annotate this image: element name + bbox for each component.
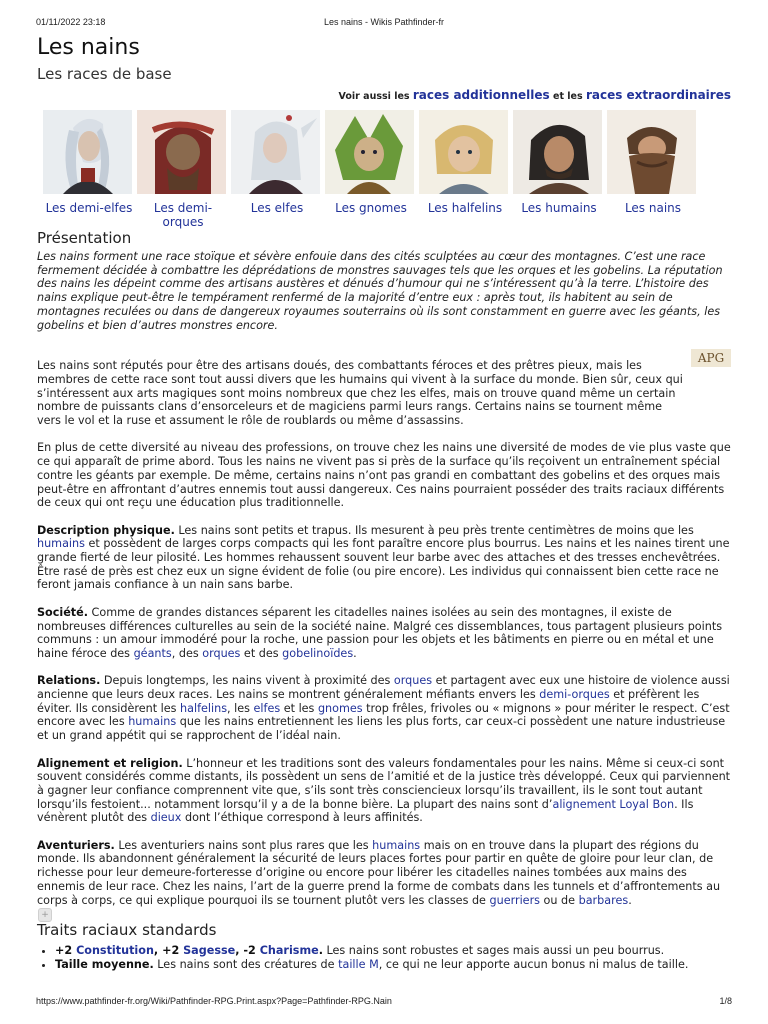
race-item-elfes[interactable] [231,110,323,215]
link-humains[interactable]: humains [372,838,421,852]
race-label[interactable]: Les demi-elfes [45,201,133,215]
link-races-additionnelles[interactable]: races additionnelles [412,88,550,102]
paragraph-aventuriers: Aventuriers. Les aventuriers nains sont plus rares que les humains mais on en trouve dans la plupart des régions du monde. Ils abandonnent généralement la sécurité de leurs places fortes pour partir en quête de gloire pour leur clan, de richesse pour leur demeure-forteresse d’origine ou encore pour libérer les citadelles naines tombées aux mains des ennemis de leur race. Chez les nains, l’art de la guerre prend la forme de combats dans les tunnels et d’affrontements au corps à corps, ce qui explique pourquoi ils se tournent plutôt vers les classes de guerriers ou de barbares. [37,838,721,907]
race-label[interactable]: Les nains [624,201,682,215]
apg-badge: APG [691,349,731,367]
link-humains[interactable]: humains [128,715,177,729]
race-portrait-demi-orques[interactable] [137,110,226,194]
link-alignement-loyal-bon[interactable]: alignement Loyal Bon [552,797,675,811]
race-item-halfelins[interactable] [419,110,511,215]
print-title: Les nains - Wikis Pathfinder-fr [323,17,445,27]
race-portrait-elfes[interactable] [231,110,320,194]
race-portrait-nains[interactable] [607,110,696,194]
link-orques[interactable]: orques [393,674,433,688]
intro-paragraph: Les nains forment une race stoïque et sévère enfouie dans des cités sculptées au cœur des montagnes. C’est une race fermement décidée à combattre les déprédations de monstres sauvages tels que les orques et les gobelins. La réputation des nains les dépeint comme des artisans austères et dénués d’humour qui ne s’intéressent qu’à la terre. L’histoire des nains explique peut-être le tempérament renfermé de la majorité d’entre eux : après tout, ils habitent au sein de montagnes reculées ou dans de dangereux royaumes souterrains où ils sont constamment en guerre avec les géants, les gobelins et bien d’autres monstres encore. [37,250,723,332]
paragraph-modes-de-vie: En plus de cette diversité au niveau des professions, on trouve chez les nains une diversité de modes de vie plus vaste que ce qui apparaît de prime abord. Tous les nains ne vivent pas si près de la surface qu’ils reçoivent un entraînement spécial contre les géants par exemple. De même, certains nains n’ont pas grandi en combattant des gobelins et des orques mais peut-être en affrontant d’autres ennemis tout aussi dangereux. Ces nains pourraient posséder des traits raciaux différents de ceux qui ont reçu une éducation plus traditionnelle. [37,441,731,510]
race-label[interactable]: Les humains [521,201,597,215]
link-gnomes[interactable]: gnomes [317,701,363,715]
race-gallery [43,110,703,230]
section-heading-presentation: Présentation [37,229,132,247]
race-portrait-demi-elfes[interactable] [43,110,132,194]
page-title: Les nains [37,35,140,60]
race-item-demi-elfes[interactable] [43,110,135,215]
link-gobelinoides[interactable]: gobelinoïdes [282,646,354,660]
race-label[interactable]: Les halfelins [427,201,503,215]
link-orques[interactable]: orques [202,646,241,660]
print-datetime: 01/11/2022 23:18 [36,17,106,27]
link-races-extraordinaires[interactable]: races extraordinaires [585,88,731,102]
paragraph-societe: Société. Comme de grandes distances séparent les citadelles naines isolées au sein des montagnes, il existe de nombreuses différences culturelles au sein de la société naine. Malgré ces dissemblances, tous partagent plusieurs points communs : un amour immodéré pour la roche, une passion pour les objets et les bâtiments en pierre ou en métal et une haine féroce des géants, des orques et des gobelinoïdes. [37,605,723,660]
print-header [0,17,768,29]
link-guerriers[interactable]: guerriers [489,893,540,907]
race-item-humains[interactable] [513,110,605,215]
collapse-icon[interactable]: + [38,908,52,922]
race-portrait-gnomes[interactable] [325,110,414,194]
race-item-demi-orques[interactable] [137,110,229,229]
link-sagesse[interactable]: Sagesse [183,944,236,957]
race-label[interactable]: Les demi-orques [153,201,213,229]
race-item-nains[interactable] [607,110,699,215]
race-label[interactable]: Les elfes [250,201,304,215]
trait-item-taille: • Taille moyenne. Les nains sont des créatures de taille M, ce qui ne leur apporte aucun bonus ni malus de taille. [55,958,731,972]
link-constitution[interactable]: Constitution [76,944,154,957]
page-subtitle: Les races de base [37,65,172,83]
race-label[interactable]: Les gnomes [335,201,407,215]
link-barbares[interactable]: barbares [578,893,629,907]
paragraph-diversite: Les nains sont réputés pour être des artisans doués, des combattants féroces et des prêtres pieux, mais les membres de cette race sont tout aussi divers que les humains qui vivent à la surface du monde. Bien sûr, ceux qui s’intéressent aux arts magiques sont moins nombreux que chez les elfes, mais on trouve quand même un certain nombre de puissants clans d’ensorceleurs et de magiciens parmi leurs rangs. Certains nains se tournent même vers le vol et la ruse et assument le rôle de roublards ou même d’assassins. [37,359,683,428]
paragraph-relations: Relations. Depuis longtemps, les nains vivent à proximité des orques et partagent avec eux une histoire de violence aussi ancienne que leurs deux races. Les nains se montrent généralement méfiants envers les demi-orques et préfèrent les éviter. Ils considèrent les halfelins, les elfes et les gnomes trop frêles, frivoles ou « mignons » pour mériter le respect. C’est encore avec les humains que les nains entretiennent les liens les plus forts, car ceux-ci possèdent une nature industrieuse et un grand appétit qui se rapprochent de l’idéal nain. [37,674,730,743]
link-charisme[interactable]: Charisme [259,944,319,957]
paragraph-alignement: Alignement et religion. L’honneur et les traditions sont des valeurs fondamentales pour les nains. Même si ceux-ci sont souvent considérés comme distants, ils possèdent un sens de l’amitié et de la justice très développé. Ceux qui parviennent à gagner leur confiance comprennent vite que, s’ils sont très consciencieux lorsqu’ils travaillent, ils le sont tout autant lorsqu’ils festoient... notamment lorsqu’il y a de la bonne bière. La plupart des nains sont d’alignement Loyal Bon. Ils vénèrent plutôt des dieux dont l’éthique correspond à leurs affinités. [37,756,731,825]
race-portrait-humains[interactable] [513,110,602,194]
section-heading-traits: Traits raciaux standards [37,921,217,939]
print-page-number: 1/8 [719,996,732,1006]
race-item-gnomes[interactable] [325,110,417,215]
presentation-body [37,250,731,921]
traits-list [37,944,731,971]
link-humains[interactable]: humains [37,537,85,551]
see-also: Voir aussi les races additionnelles et les races extraordinaires [338,88,731,102]
page-content [37,34,731,971]
race-portrait-halfelins[interactable] [419,110,508,194]
paragraph-description-physique: Description physique. Les nains sont petits et trapus. Ils mesurent à peu près trente centimètres de moins que les humains et possèdent de larges corps compacts qui les font paraître encore plus bourrus. Les nains et les naines tirent une grande fierté de leur pilosité. Les hommes rehaussent souvent leur barbe avec des attaches et des tresses enchevêtrées. Être rasé de près est chez eux un signe évident de folie (ou pire encore). Les individus qui connaissent bien cette race ne feront jamais confiance à un nain sans barbe. [37,523,730,592]
link-elfes[interactable]: elfes [253,701,281,715]
link-taille-m[interactable]: taille M [338,957,379,971]
print-url: https://www.pathfinder-fr.org/Wiki/Pathfinder-RPG.Print.aspx?Page=Pathfinder-RPG.Nain [36,996,392,1006]
traits-list-container [37,944,731,971]
link-geants[interactable]: géants [133,646,172,660]
link-demi-orques[interactable]: demi-orques [539,688,610,702]
link-halfelins[interactable]: halfelins [180,701,228,715]
trait-item-caracteristiques: • +2 Constitution, +2 Sagesse, -2 Charisme. Les nains sont robustes et sages mais aussi un peu bourrus. [55,944,731,958]
link-dieux[interactable]: dieux [150,811,182,825]
